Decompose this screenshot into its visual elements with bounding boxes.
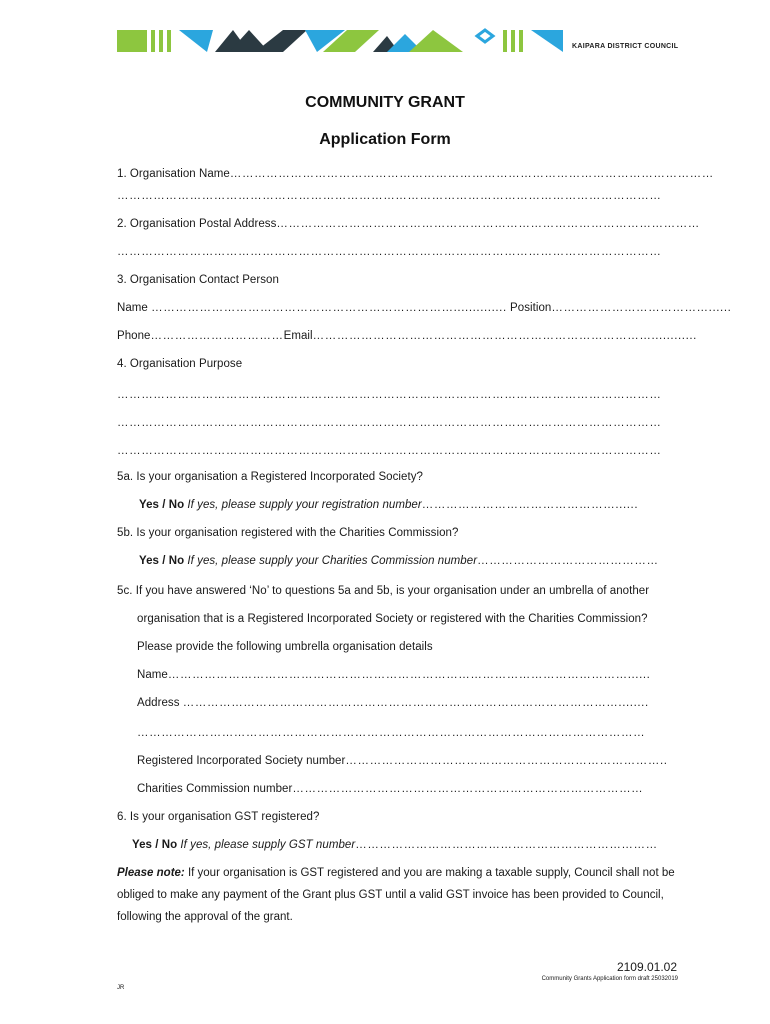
q5b-prompt: If yes, please supply your Charities Commission number xyxy=(187,555,478,567)
q5c-address-continuation[interactable]: ……………………………………………………………………………………………………………… xyxy=(137,727,646,739)
q3-position-dots: …………………………………...... xyxy=(551,302,732,314)
q2-label: 2. Organisation Postal Address xyxy=(117,218,277,230)
q6-dots: ………………………………………………………………… xyxy=(355,839,658,851)
gst-note xyxy=(117,862,677,928)
q5a-answer-line[interactable] xyxy=(139,499,677,511)
q5a-prompt: If yes, please supply your registration number xyxy=(187,499,422,511)
q5c-name-dots: ……………………………………………………………………………………………………...... xyxy=(167,669,651,681)
q3-name-label: Name xyxy=(117,302,148,314)
q6-prompt: If yes, please supply GST number xyxy=(180,839,356,851)
q3-phone-line[interactable] xyxy=(117,330,697,342)
q4-line-1[interactable]: ……………………………………………………………………………………………………………………… xyxy=(117,389,662,401)
q4-label: 4. Organisation Purpose xyxy=(117,358,243,370)
q5c-society-dots: …………………………………………………………………….. xyxy=(345,755,668,767)
q5c-charities-dots: …………………………………………………………………………… xyxy=(292,783,644,795)
document-ref-code: 2109.01.02 xyxy=(616,960,677,974)
q1-continuation[interactable]: ……………………………………………………………………………………………………………………… xyxy=(117,190,662,202)
q5c-line-3: Please provide the following umbrella organisation details xyxy=(137,641,433,653)
q5c-charities-label: Charities Commission number xyxy=(137,783,293,795)
q4-line-3[interactable]: ……………………………………………………………………………………………………………………… xyxy=(117,445,662,457)
q5c-society-label: Registered Incorporated Society number xyxy=(137,755,346,767)
q6-yes-no[interactable]: Yes / No xyxy=(132,839,178,851)
q1-label: 1. Organisation Name xyxy=(117,168,230,180)
q5b-dots: ……………………………………… xyxy=(477,555,659,567)
q3-name-dots: ………………………………………………………………….............. xyxy=(151,302,507,314)
q6-answer-line[interactable] xyxy=(132,839,677,851)
q5c-charities-line[interactable] xyxy=(137,783,677,795)
q3-phone-label: Phone xyxy=(117,330,151,342)
q3-name-line[interactable] xyxy=(117,302,732,314)
q5c-line-1: 5c. If you have answered ‘No’ to questions 5a and 5b, is your organisation under an umbrella of another xyxy=(117,585,650,597)
q6-label: 6. Is your organisation GST registered? xyxy=(117,811,320,823)
q5b-label: 5b. Is your organisation registered with the Charities Commission? xyxy=(117,527,459,539)
q5c-name-line[interactable] xyxy=(137,669,677,681)
gst-note-text: If your organisation is GST registered and you are making a taxable supply, Council shall not be obliged to make any payment of the Grant plus GST until a valid GST invoice has been provided to Council, following the approval of the grant. xyxy=(117,867,675,923)
q1-line[interactable] xyxy=(117,168,714,180)
draft-note: Community Grants Application form draft 25032019 xyxy=(541,976,678,982)
page-subtitle: Application Form xyxy=(319,131,451,148)
author-initials: JR xyxy=(117,985,125,991)
council-name: KAIPARA DISTRICT COUNCIL xyxy=(572,43,679,50)
q5c-name-label: Name xyxy=(137,669,168,681)
q5c-address-dots: ………………………………………………………………………………………………........ xyxy=(182,697,649,709)
gst-note-label: Please note: xyxy=(117,867,185,879)
kaipara-banner-logo-icon xyxy=(117,30,563,52)
q5b-yes-no[interactable]: Yes / No xyxy=(139,555,185,567)
q2-dots: …………………………………………………………………………………………… xyxy=(276,218,700,230)
q5c-address-line[interactable] xyxy=(137,697,677,709)
q3-label: 3. Organisation Contact Person xyxy=(117,274,279,286)
q5a-label: 5a. Is your organisation a Registered Incorporated Society? xyxy=(117,471,423,483)
q5a-yes-no[interactable]: Yes / No xyxy=(139,499,185,511)
page-title: COMMUNITY GRANT xyxy=(305,94,465,111)
q3-position-label: Position xyxy=(510,302,552,314)
q4-line-2[interactable]: ……………………………………………………………………………………………………………………… xyxy=(117,417,662,429)
q5a-dots: …………………………………………...... xyxy=(421,499,639,511)
q5c-society-line[interactable] xyxy=(137,755,677,767)
q5b-answer-line[interactable] xyxy=(139,555,677,567)
q3-email-dots: …………………………………………………………………………............ xyxy=(312,330,697,342)
q3-phone-dots: …………………………… xyxy=(150,330,284,342)
q5c-address-label: Address xyxy=(137,697,180,709)
q2-line[interactable] xyxy=(117,218,700,230)
q3-email-label: Email xyxy=(283,330,313,342)
q1-dots: ………………………………………………………………………………………………………… xyxy=(229,168,714,180)
q2-continuation[interactable]: ……………………………………………………………………………………………………………………… xyxy=(117,246,662,258)
q5c-line-2: organisation that is a Registered Incorporated Society or registered with the Charities Commission? xyxy=(137,613,648,625)
